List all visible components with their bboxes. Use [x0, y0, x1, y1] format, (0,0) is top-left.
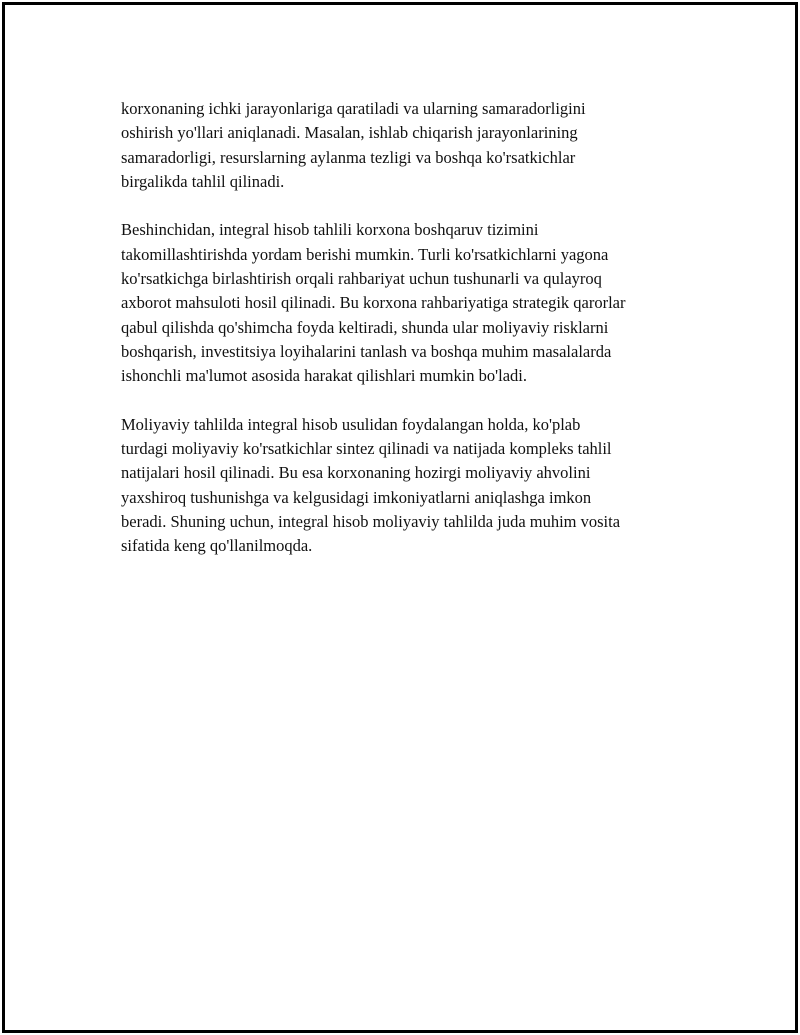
document-body [121, 97, 697, 583]
text-line: ko'rsatkichga birlashtirish orqali rahbariyat uchun tushunarli va qulayroq [121, 269, 602, 289]
text-line: takomillashtirishda yordam berishi mumkin. Turli ko'rsatkichlarni yagona [121, 244, 609, 264]
paragraph-2 [121, 218, 697, 388]
document-page [2, 2, 798, 1033]
text-line: Moliyaviy tahlilda integral hisob usulidan foydalangan holda, ko'plab [121, 414, 581, 434]
text-line: yaxshiroq tushunishga va kelgusidagi imkoniyatlarni aniqlashga imkon [121, 487, 592, 507]
text-line: boshqarish, investitsiya loyihalarini tanlash va boshqa muhim masalalarda [121, 341, 612, 361]
text-line: qabul qilishda qo'shimcha foyda keltiradi, shunda ular moliyaviy risklarni [121, 317, 609, 337]
text-line: beradi. Shuning uchun, integral hisob moliyaviy tahlilda juda muhim vosita [121, 512, 621, 532]
text-line: Beshinchidan, integral hisob tahlili korxona boshqaruv tizimini [121, 220, 539, 240]
text-line: korxonaning ichki jarayonlariga qaratiladi va ularning samaradorligini [121, 99, 586, 118]
text-line: samaradorligi, resurslarning aylanma tezligi va boshqa ko'rsatkichlar [121, 147, 576, 167]
text-line: oshirish yo'llari aniqlanadi. Masalan, ishlab chiqarish jarayonlarining [121, 123, 578, 143]
text-line: natijalari hosil qilinadi. Bu esa korxonaning hozirgi moliyaviy ahvolini [121, 463, 591, 483]
text-line: axborot mahsuloti hosil qilinadi. Bu korxona rahbariyatiga strategik qarorlar [121, 293, 626, 313]
paragraph-3 [121, 413, 697, 559]
text-line: ishonchli ma'lumot asosida harakat qilishlari mumkin bo'ladi. [121, 366, 528, 386]
paragraph-1 [121, 97, 697, 194]
text-line: birgalikda tahlil qilinadi. [121, 171, 285, 191]
text-line: sifatida keng qo'llanilmoqda. [121, 536, 313, 556]
text-line: turdagi moliyaviy ko'rsatkichlar sintez qilinadi va natijada kompleks tahlil [121, 439, 612, 459]
